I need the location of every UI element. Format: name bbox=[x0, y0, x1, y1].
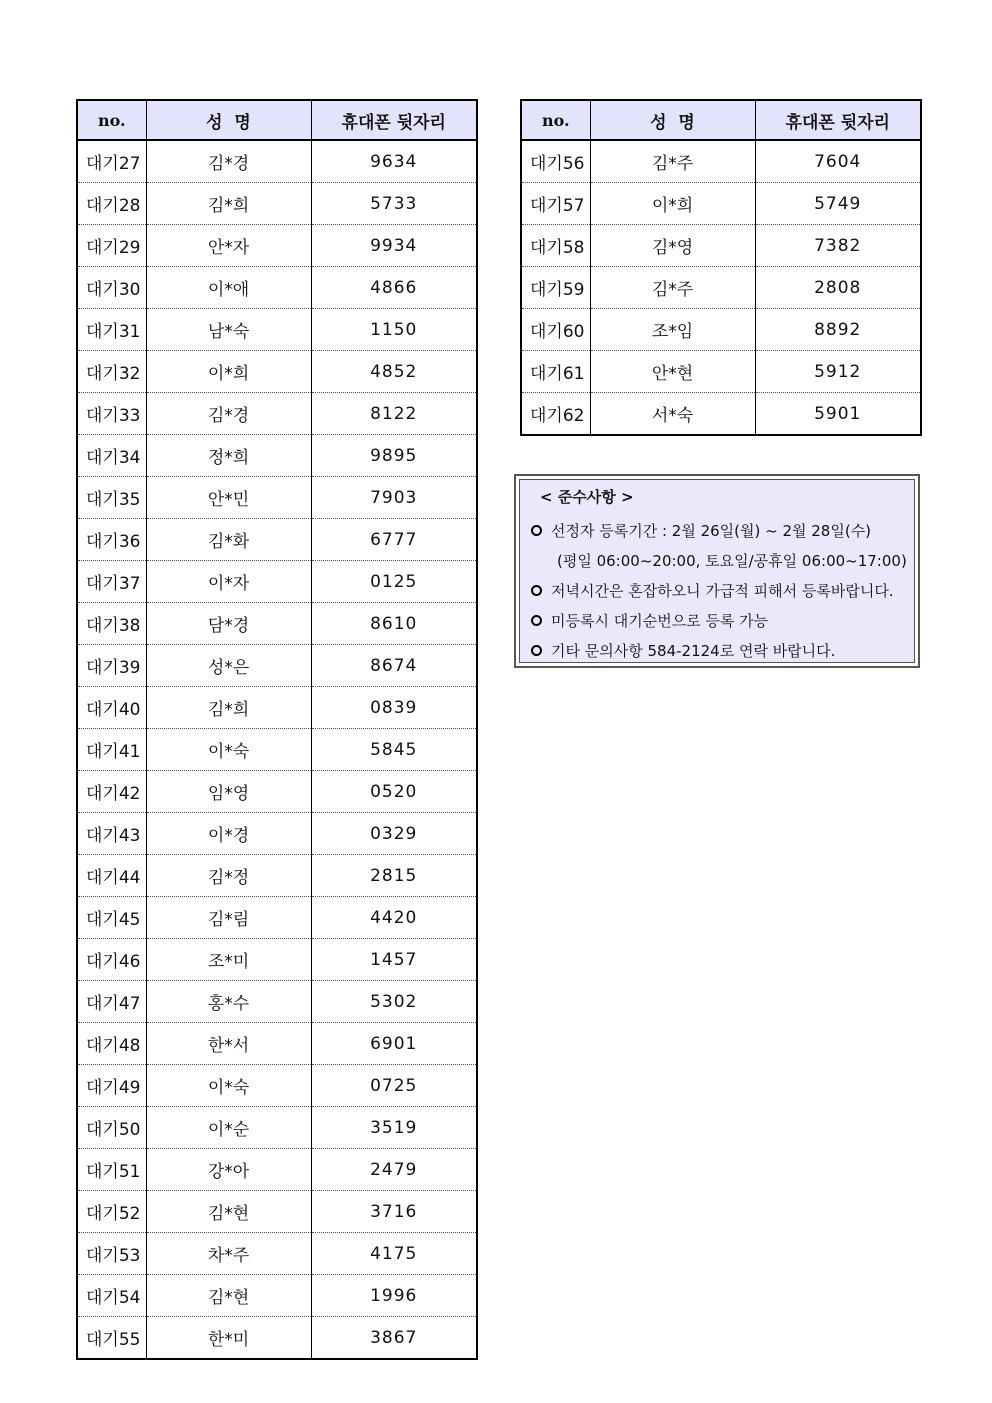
table-row bbox=[77, 140, 477, 183]
table-row bbox=[77, 561, 477, 603]
no-cell: 대기55 bbox=[77, 1317, 146, 1360]
phone-cell: 5733 bbox=[311, 183, 477, 225]
no-cell: 대기57 bbox=[521, 183, 590, 225]
phone-cell: 7382 bbox=[755, 225, 921, 267]
header-name: 성 명 bbox=[590, 100, 755, 140]
table-row bbox=[521, 351, 921, 393]
table-row bbox=[77, 267, 477, 309]
name-cell: 홍*수 bbox=[146, 981, 311, 1023]
no-cell: 대기38 bbox=[77, 603, 146, 645]
no-cell: 대기31 bbox=[77, 309, 146, 351]
name-cell: 임*영 bbox=[146, 771, 311, 813]
name-cell: 김*희 bbox=[146, 687, 311, 729]
table-row bbox=[77, 645, 477, 687]
phone-cell: 6901 bbox=[311, 1023, 477, 1065]
table-row bbox=[521, 393, 921, 436]
table-row bbox=[77, 687, 477, 729]
phone-cell: 2808 bbox=[755, 267, 921, 309]
notice-item-text: 선정자 등록기간 : 2월 26일(월) ~ 2월 28일(수) bbox=[551, 522, 872, 540]
name-cell: 이*애 bbox=[146, 267, 311, 309]
table-row bbox=[77, 309, 477, 351]
name-cell: 이*경 bbox=[146, 813, 311, 855]
name-cell: 안*자 bbox=[146, 225, 311, 267]
name-cell: 김*경 bbox=[146, 393, 311, 435]
table-row bbox=[77, 1233, 477, 1275]
name-cell: 안*민 bbox=[146, 477, 311, 519]
table-row bbox=[77, 477, 477, 519]
name-cell: 이*숙 bbox=[146, 729, 311, 771]
phone-cell: 5302 bbox=[311, 981, 477, 1023]
phone-cell: 4852 bbox=[311, 351, 477, 393]
phone-cell: 4420 bbox=[311, 897, 477, 939]
notice-title: < 준수사항 > bbox=[540, 488, 634, 506]
table-row bbox=[77, 855, 477, 897]
table-row bbox=[77, 1107, 477, 1149]
phone-cell: 4866 bbox=[311, 267, 477, 309]
table-header-row bbox=[521, 100, 921, 140]
table-row bbox=[77, 1023, 477, 1065]
notice-inner bbox=[519, 479, 915, 663]
phone-cell: 8122 bbox=[311, 393, 477, 435]
table-body bbox=[521, 140, 921, 435]
notice-item bbox=[531, 516, 908, 546]
name-cell: 김*림 bbox=[146, 897, 311, 939]
no-cell: 대기40 bbox=[77, 687, 146, 729]
name-cell: 김*주 bbox=[590, 140, 755, 183]
name-cell: 강*아 bbox=[146, 1149, 311, 1191]
no-cell: 대기50 bbox=[77, 1107, 146, 1149]
no-cell: 대기43 bbox=[77, 813, 146, 855]
phone-cell: 0725 bbox=[311, 1065, 477, 1107]
no-cell: 대기61 bbox=[521, 351, 590, 393]
phone-cell: 8610 bbox=[311, 603, 477, 645]
header-no: no. bbox=[521, 100, 590, 140]
table-row bbox=[521, 309, 921, 351]
no-cell: 대기52 bbox=[77, 1191, 146, 1233]
circle-bullet-icon bbox=[531, 645, 542, 656]
notice-item-text: 저녁시간은 혼잡하오니 가급적 피해서 등록바랍니다. bbox=[551, 582, 894, 600]
table-row bbox=[77, 1149, 477, 1191]
no-cell: 대기59 bbox=[521, 267, 590, 309]
phone-cell: 1457 bbox=[311, 939, 477, 981]
phone-cell: 0520 bbox=[311, 771, 477, 813]
table-row bbox=[521, 267, 921, 309]
name-cell: 김*주 bbox=[590, 267, 755, 309]
no-cell: 대기39 bbox=[77, 645, 146, 687]
header-name: 성 명 bbox=[146, 100, 311, 140]
name-cell: 김*희 bbox=[146, 183, 311, 225]
name-cell: 김*현 bbox=[146, 1191, 311, 1233]
circle-bullet-icon bbox=[531, 615, 542, 626]
no-cell: 대기46 bbox=[77, 939, 146, 981]
table-row bbox=[77, 435, 477, 477]
phone-cell: 3716 bbox=[311, 1191, 477, 1233]
circle-bullet-icon bbox=[531, 525, 542, 536]
no-cell: 대기29 bbox=[77, 225, 146, 267]
table-row bbox=[77, 1275, 477, 1317]
table-header-row bbox=[77, 100, 477, 140]
no-cell: 대기58 bbox=[521, 225, 590, 267]
table-row bbox=[77, 981, 477, 1023]
no-cell: 대기62 bbox=[521, 393, 590, 436]
phone-cell: 8892 bbox=[755, 309, 921, 351]
table-row bbox=[77, 813, 477, 855]
header-phone: 휴대폰 뒷자리 bbox=[755, 100, 921, 140]
table-row bbox=[521, 183, 921, 225]
table-row bbox=[77, 1317, 477, 1360]
phone-cell: 5749 bbox=[755, 183, 921, 225]
table-row bbox=[77, 729, 477, 771]
name-cell: 김*정 bbox=[146, 855, 311, 897]
name-cell: 조*임 bbox=[590, 309, 755, 351]
header-no: no. bbox=[77, 100, 146, 140]
waitlist-table-right bbox=[520, 99, 922, 436]
name-cell: 김*현 bbox=[146, 1275, 311, 1317]
notice-item-text: 기타 문의사항 584-2124로 연락 바랍니다. bbox=[551, 642, 836, 660]
notice-box bbox=[514, 474, 920, 668]
circle-bullet-icon bbox=[531, 585, 542, 596]
table-row bbox=[77, 939, 477, 981]
no-cell: 대기49 bbox=[77, 1065, 146, 1107]
table-row bbox=[77, 1065, 477, 1107]
table-row bbox=[77, 183, 477, 225]
name-cell: 이*숙 bbox=[146, 1065, 311, 1107]
no-cell: 대기35 bbox=[77, 477, 146, 519]
name-cell: 서*숙 bbox=[590, 393, 755, 436]
phone-cell: 4175 bbox=[311, 1233, 477, 1275]
phone-cell: 2479 bbox=[311, 1149, 477, 1191]
name-cell: 이*순 bbox=[146, 1107, 311, 1149]
no-cell: 대기47 bbox=[77, 981, 146, 1023]
no-cell: 대기27 bbox=[77, 140, 146, 183]
table-row bbox=[77, 1191, 477, 1233]
no-cell: 대기33 bbox=[77, 393, 146, 435]
name-cell: 이*희 bbox=[590, 183, 755, 225]
table-row bbox=[521, 140, 921, 183]
waitlist-table-left bbox=[76, 99, 478, 1360]
phone-cell: 7903 bbox=[311, 477, 477, 519]
table-row bbox=[77, 519, 477, 561]
phone-cell: 9895 bbox=[311, 435, 477, 477]
notice-item bbox=[531, 636, 908, 666]
table-body bbox=[77, 140, 477, 1359]
phone-cell: 0329 bbox=[311, 813, 477, 855]
phone-cell: 6777 bbox=[311, 519, 477, 561]
name-cell: 김*화 bbox=[146, 519, 311, 561]
name-cell: 한*미 bbox=[146, 1317, 311, 1360]
no-cell: 대기28 bbox=[77, 183, 146, 225]
table-row bbox=[77, 393, 477, 435]
no-cell: 대기37 bbox=[77, 561, 146, 603]
name-cell: 이*희 bbox=[146, 351, 311, 393]
phone-cell: 5912 bbox=[755, 351, 921, 393]
no-cell: 대기30 bbox=[77, 267, 146, 309]
no-cell: 대기53 bbox=[77, 1233, 146, 1275]
name-cell: 성*은 bbox=[146, 645, 311, 687]
name-cell: 담*경 bbox=[146, 603, 311, 645]
notice-item bbox=[531, 606, 908, 636]
notice-item-subtext: (평일 06:00~20:00, 토요일/공휴일 06:00~17:00) bbox=[557, 552, 907, 570]
no-cell: 대기34 bbox=[77, 435, 146, 477]
name-cell: 김*영 bbox=[590, 225, 755, 267]
no-cell: 대기36 bbox=[77, 519, 146, 561]
notice-item bbox=[531, 576, 908, 606]
no-cell: 대기54 bbox=[77, 1275, 146, 1317]
phone-cell: 1150 bbox=[311, 309, 477, 351]
name-cell: 이*자 bbox=[146, 561, 311, 603]
phone-cell: 7604 bbox=[755, 140, 921, 183]
phone-cell: 5901 bbox=[814, 403, 862, 424]
name-cell: 정*희 bbox=[146, 435, 311, 477]
no-cell: 대기41 bbox=[77, 729, 146, 771]
table-row bbox=[77, 603, 477, 645]
phone-cell: 3867 bbox=[370, 1327, 418, 1348]
name-cell: 김*경 bbox=[146, 140, 311, 183]
table-row bbox=[77, 225, 477, 267]
header-phone: 휴대폰 뒷자리 bbox=[311, 100, 477, 140]
no-cell: 대기44 bbox=[77, 855, 146, 897]
name-cell: 안*현 bbox=[590, 351, 755, 393]
no-cell: 대기51 bbox=[77, 1149, 146, 1191]
no-cell: 대기60 bbox=[521, 309, 590, 351]
table-row bbox=[521, 225, 921, 267]
phone-cell: 8674 bbox=[311, 645, 477, 687]
phone-cell: 1996 bbox=[311, 1275, 477, 1317]
phone-cell: 9634 bbox=[311, 140, 477, 183]
phone-cell: 0839 bbox=[311, 687, 477, 729]
no-cell: 대기45 bbox=[77, 897, 146, 939]
phone-cell: 0125 bbox=[311, 561, 477, 603]
name-cell: 남*숙 bbox=[146, 309, 311, 351]
table-row bbox=[77, 351, 477, 393]
notice-item-text: 미등록시 대기순번으로 등록 가능 bbox=[551, 612, 769, 630]
no-cell: 대기42 bbox=[77, 771, 146, 813]
no-cell: 대기32 bbox=[77, 351, 146, 393]
table-row bbox=[77, 771, 477, 813]
no-cell: 대기56 bbox=[521, 140, 590, 183]
phone-cell: 3519 bbox=[311, 1107, 477, 1149]
no-cell: 대기48 bbox=[77, 1023, 146, 1065]
name-cell: 한*서 bbox=[146, 1023, 311, 1065]
phone-cell: 2815 bbox=[311, 855, 477, 897]
phone-cell: 5845 bbox=[311, 729, 477, 771]
name-cell: 조*미 bbox=[146, 939, 311, 981]
phone-cell: 9934 bbox=[311, 225, 477, 267]
table-row bbox=[77, 897, 477, 939]
name-cell: 차*주 bbox=[146, 1233, 311, 1275]
